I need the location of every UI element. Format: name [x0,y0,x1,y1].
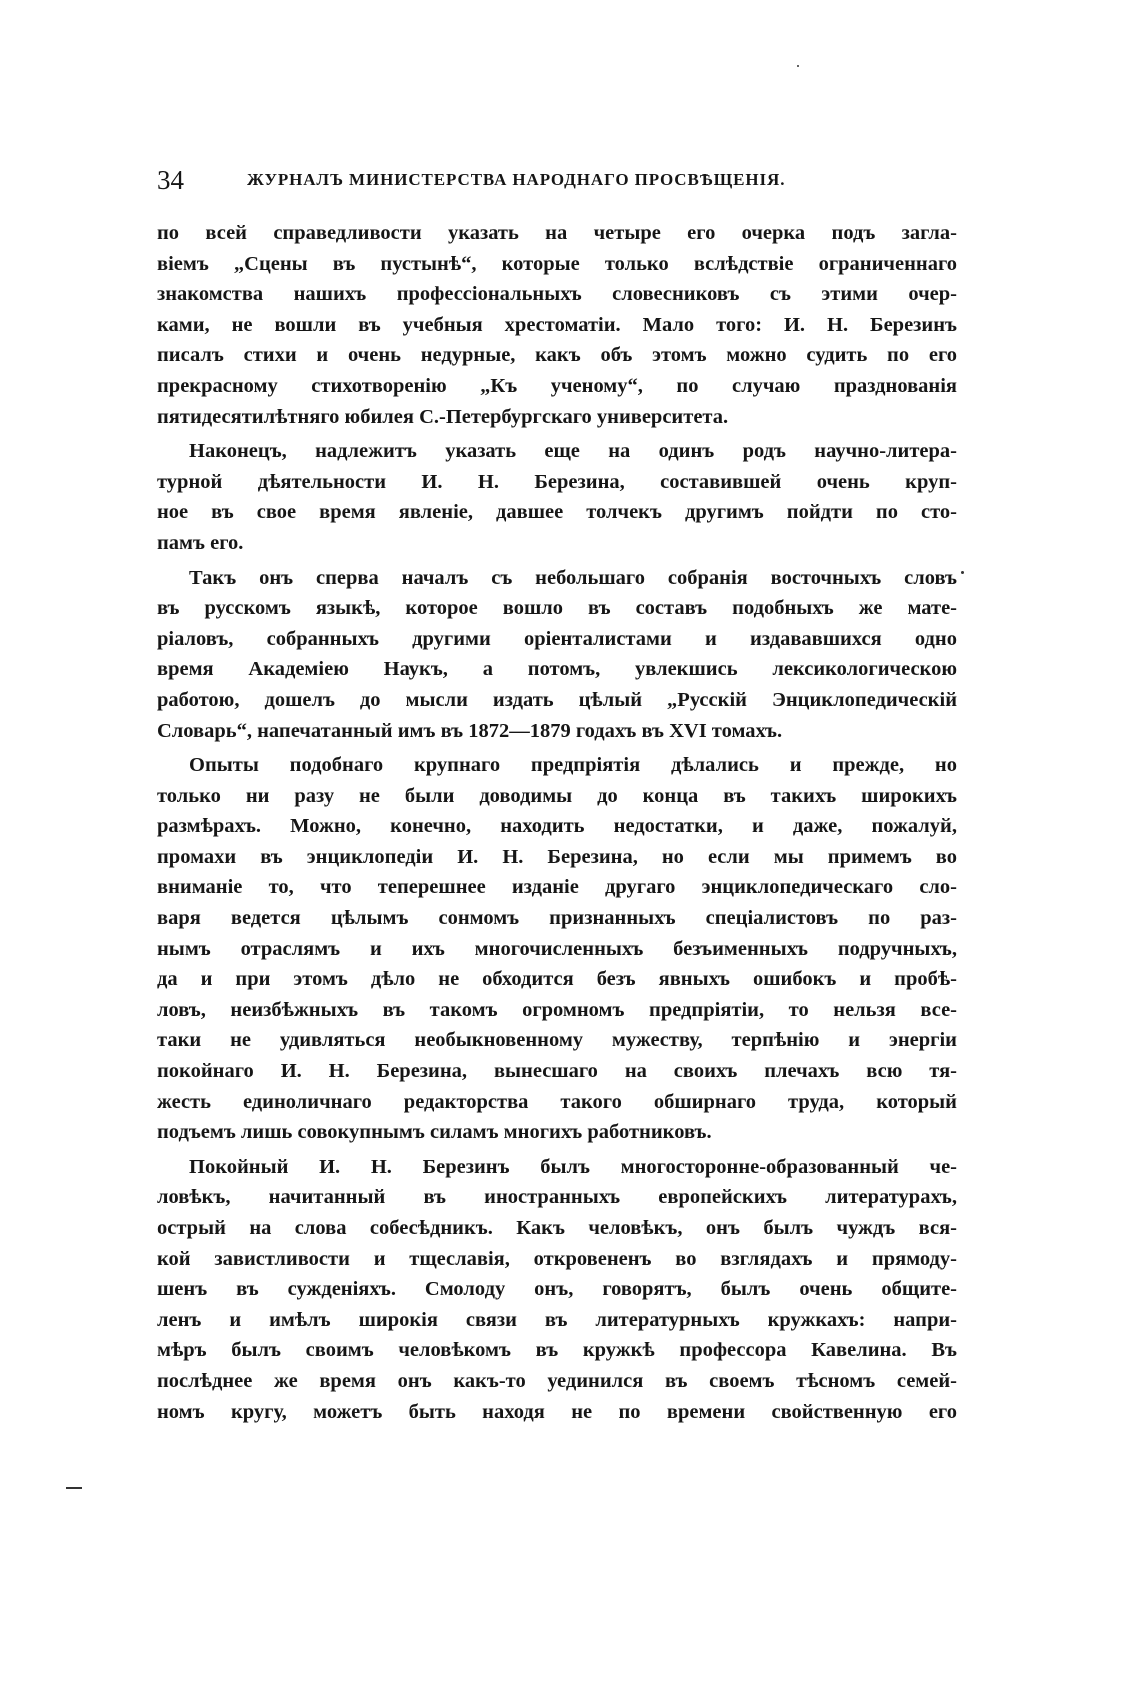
text-line: Покойный И. Н. Березинъ былъ многосторонне-образованный че- [189,1155,957,1178]
paragraph [157,436,957,558]
text-line: ленъ и имѣлъ широкія связи въ литературныхъ кружкахъ: напри- [157,1308,957,1331]
margin-mark [66,1487,82,1489]
text-line: послѣднее же время онъ какъ-то уединился въ своемъ тѣсномъ семей- [157,1369,957,1392]
paragraph [157,1152,957,1427]
text-line: Словарь“, напечатанный имъ въ 1872—1879 годахъ въ XVI томахъ. [157,719,783,742]
paragraph [157,218,957,432]
text-line: работою, дошелъ до мысли издать цѣлый „Русскій Энциклопедическій [157,688,957,711]
text-line: знакомства нашихъ профессіональныхъ словесниковъ съ этими очер- [157,283,957,306]
text-line: турной дѣятельности И. Н. Березина, составившей очень круп- [157,470,957,493]
text-line: размѣрахъ. Можно, конечно, находить недостатки, и даже, пожалуй, [157,815,957,838]
text-line: по всей справедливости указать на четыре его очерка подъ загла- [157,222,957,244]
text-line: да и при этомъ дѣло не обходится безъ явныхъ ошибокъ и пробѣ- [157,968,957,991]
text-line: покойнаго И. Н. Березина, вынесшаго на своихъ плечахъ всю тя- [157,1060,957,1083]
text-line: подъемъ лишь совокупнымъ силамъ многихъ работниковъ. [157,1121,712,1144]
text-line: острый на слова собесѣдникъ. Какъ человѣкъ, онъ былъ чуждъ вся- [157,1217,957,1239]
text-line: вниманіе то, что теперешнее изданіе другаго энциклопедическаго сло- [157,876,957,899]
text-line: віемъ „Сцены въ пустынѣ“, которые только вслѣдствіе ограниченнаго [157,252,957,275]
text-line: нымъ отраслямъ и ихъ многочисленныхъ безъименныхъ подручныхъ, [157,937,957,960]
text-line: номъ кругу, можетъ быть находя не по времени свойственную его [157,1400,957,1423]
text-line: Наконецъ, надлежитъ указать еще на одинъ родъ научно-литера- [189,440,957,463]
page-header [157,160,947,200]
text-line: пятидесятилѣтняго юбилея С.-Петербургскаго университета. [157,405,729,428]
text-line: варя ведется цѣлымъ сонмомъ признанныхъ спеціалистовъ по раз- [157,907,957,930]
text-line: ками, не вошли въ учебныя хрестоматіи. Мало того: И. Н. Березинъ [157,313,957,336]
text-line: ріаловъ, собранныхъ другими оріенталистами и издававшихся одно [157,627,957,650]
text-line: писалъ стихи и очень недурные, какъ объ этомъ можно судить по его [157,344,957,367]
running-title: ЖУРНАЛЪ МИНИСТЕРСТВА НАРОДНАГО ПРОСВѢЩЕНІЯ. [247,170,786,189]
text-line: Опыты подобнаго крупнаго предпріятія дѣлались и прежде, но [189,754,957,777]
text-line: ловѣкъ, начитанный въ иностранныхъ европейскихъ литературахъ, [157,1186,957,1209]
paragraph [157,750,957,1148]
text-line: кой завистливости и тщеславія, откровененъ во взглядахъ и прямоду- [157,1247,957,1270]
text-line: ловъ, неизбѣжныхъ въ такомъ огромномъ предпріятіи, то нельзя все- [157,998,957,1021]
paragraph [157,563,957,747]
text-line: мѣръ былъ своимъ человѣкомъ въ кружкѣ профессора Кавелина. Въ [157,1339,957,1362]
text-line: жесть единоличнаго редакторства такого обширнаго труда, который [157,1090,957,1113]
top-speck [797,65,799,67]
body-text [157,218,957,1431]
text-line: таки не удивляться необыкновенному мужеству, терпѣнію и энергіи [157,1029,957,1052]
text-line: памъ его. [157,531,244,554]
text-line: промахи въ энциклопедіи И. Н. Березина, но если мы примемъ во [157,845,957,868]
text-line: Такъ онъ сперва началъ съ небольшаго собранія восточныхъ словъ [189,566,957,589]
margin-speck [961,571,964,574]
text-line: въ русскомъ языкѣ, которое вошло въ составъ подобныхъ же мате- [157,597,957,620]
text-line: только ни разу не были доводимы до конца въ такихъ широкихъ [157,784,957,807]
text-line: ное въ свое время явленіе, давшее толчекъ другимъ пойдти по сто- [157,501,957,524]
text-line: прекрасному стихотворенію „Къ ученому“, по случаю празднованія [157,374,957,397]
text-line: шенъ въ сужденіяхъ. Смолоду онъ, говорятъ, былъ очень общите- [157,1278,957,1301]
page-number: 34 [157,165,184,195]
text-line: время Академіею Наукъ, а потомъ, увлекшись лексикологическою [157,658,957,681]
